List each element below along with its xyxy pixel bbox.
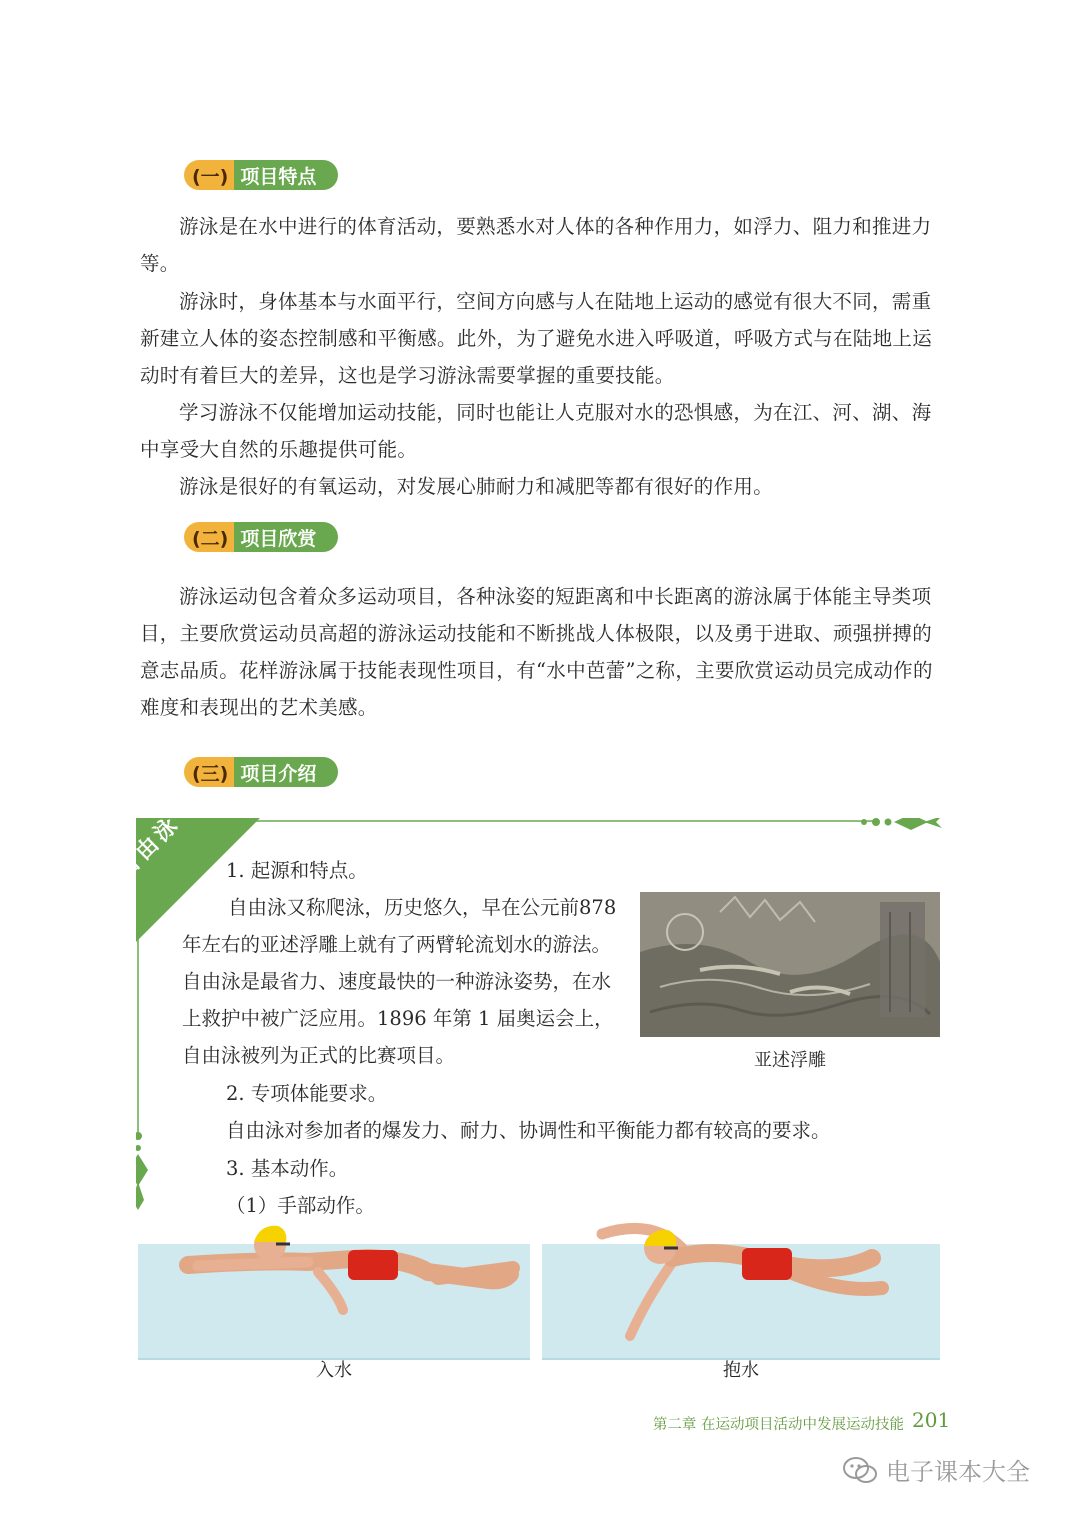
section-number: (三)	[184, 757, 234, 787]
wechat-icon	[842, 1455, 878, 1485]
hand-heading: （1）手部动作。	[226, 1194, 375, 1217]
page-number: 201	[912, 1408, 951, 1432]
relief-caption: 亚述浮雕	[754, 1050, 826, 1071]
footer-chapter: 第二章 在运动项目活动中发展运动技能	[652, 1417, 904, 1433]
ornament-left-icon	[136, 1132, 148, 1210]
features-paragraph-2: 游泳时，身体基本与水面平行，空间方向感与人在陆地上运动的感觉有很大不同，需重新建立人体的姿态控制感和平衡感。此外，为了避免水进入呼吸道，呼吸方式与在陆地上运动时有着巨大的差异，这也是学习游泳需要掌握的重要技能。	[140, 290, 933, 387]
watermark	[842, 1452, 1030, 1487]
features-paragraph-3: 学习游泳不仅能增加运动技能，同时也能让人克服对水的恐惧感，为在江、河、湖、海中享受大自然的乐趣提供可能。	[140, 401, 932, 461]
figure-caption-catch: 抱水	[723, 1360, 759, 1381]
section-number: (二)	[184, 522, 234, 552]
appreciation-paragraph: 游泳运动包含着众多运动项目，各种泳姿的短距离和中长距离的游泳属于体能主导类项目，主要欣赏运动员高超的游泳运动技能和不断挑战人体极限，以及勇于进取、顽强拼搏的意志品质。花样游泳属于技能表现性项目，有“水中芭蕾”之称，主要欣赏运动员完成动作的难度和表现出的艺术美感。	[140, 585, 933, 719]
features-paragraph-1: 游泳是在水中进行的体育活动，要熟悉水对人体的各种作用力，如浮力、阻力和推进力等。	[140, 215, 932, 275]
section-header-features	[184, 160, 338, 190]
section-number: (一)	[184, 160, 234, 190]
watermark-text: 电子课本大全	[886, 1458, 1030, 1486]
origin-text: 自由泳又称爬泳，历史悠久，早在公元前878 年左右的亚述浮雕上就有了两臂轮流划水的游法。自由泳是最省力、速度最快的一种游泳姿势，在水上救护中被广泛应用。1896 年第 1 届奥运会上，自由泳被列为正式的比赛项目。	[182, 896, 617, 1067]
section-title: 项目介绍	[234, 757, 338, 787]
fitness-text: 自由泳对参加者的爆发力、耐力、协调性和平衡能力都有较高的要求。	[226, 1119, 831, 1142]
freestyle-corner-label: 自由泳	[112, 810, 186, 884]
ornament-right-icon	[861, 818, 942, 830]
origin-heading: 1. 起源和特点。	[226, 859, 368, 882]
swimmer-entry-illustration	[138, 1220, 530, 1360]
assyrian-relief-image	[640, 892, 940, 1037]
fitness-heading: 2. 专项体能要求。	[226, 1082, 388, 1105]
swimmer-catch-illustration	[542, 1218, 940, 1360]
section-header-appreciation	[184, 522, 338, 552]
features-paragraph-4: 游泳是很好的有氧运动，对发展心肺耐力和减肥等都有很好的作用。	[179, 475, 774, 498]
section-title: 项目特点	[234, 160, 338, 190]
basic-heading: 3. 基本动作。	[226, 1157, 349, 1180]
section-header-introduction	[184, 757, 338, 787]
figure-caption-entry: 入水	[316, 1360, 352, 1381]
section-title: 项目欣赏	[234, 522, 338, 552]
